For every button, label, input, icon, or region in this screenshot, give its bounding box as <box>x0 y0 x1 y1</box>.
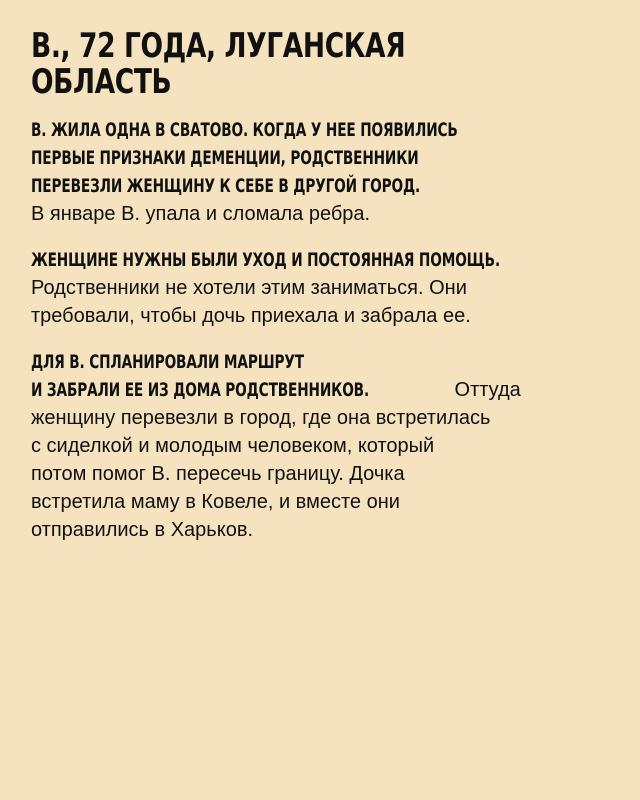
paragraph-3-lead-line-1 <box>31 348 610 376</box>
paragraph-1-lead-line-1 <box>31 116 610 144</box>
paragraph-3-body-line-1: женщину перевезли в город, где она встретилась <box>31 407 491 429</box>
lead-text: В. ЖИЛА ОДНА В СВАТОВО. КОГДА У НЕЕ ПОЯВИЛИСЬ <box>31 119 458 141</box>
lead-text: ПЕРЕВЕЗЛИ ЖЕНЩИНУ К СЕБЕ В ДРУГОЙ ГОРОД. <box>31 175 421 197</box>
paragraph-1 <box>31 116 610 228</box>
paragraph-3 <box>31 348 610 544</box>
lead-text: ЖЕНЩИНЕ НУЖНЫ БЫЛИ УХОД И ПОСТОЯННАЯ ПОМОЩЬ. <box>31 249 501 271</box>
lead-text: ПЕРВЫЕ ПРИЗНАКИ ДЕМЕНЦИИ, РОДСТВЕННИКИ <box>31 147 419 169</box>
title-line-1: В., 72 ГОДА, ЛУГАНСКАЯ <box>31 26 406 66</box>
paragraph-3-body-line-3: потом помог В. пересечь границу. Дочка <box>31 463 405 485</box>
paragraph-3-body-line-5: отправились в Харьков. <box>31 519 254 541</box>
paragraph-2-lead-line-1 <box>31 246 610 274</box>
paragraph-1-lead-line-2 <box>31 144 610 172</box>
paragraph-2-body-line-1: Родственники не хотели этим заниматься. Они <box>31 277 467 299</box>
lead-text: И ЗАБРАЛИ ЕЕ ИЗ ДОМА РОДСТВЕННИКОВ. <box>31 379 370 401</box>
inline-continuation: Оттуда <box>449 379 521 401</box>
paragraph-2-body-line-2: требовали, чтобы дочь приехала и забрала ее. <box>31 305 471 327</box>
page-title <box>31 28 608 100</box>
paragraph-3-body-line-2: с сиделкой и молодым человеком, который <box>31 435 435 457</box>
paragraph-3-body-line-4: встретила маму в Ковеле, и вместе они <box>31 491 400 513</box>
title-line-2: ОБЛАСТЬ <box>31 62 172 102</box>
paragraph-3-lead-line-2 <box>31 376 610 404</box>
lead-text: ДЛЯ В. СПЛАНИРОВАЛИ МАРШРУТ <box>31 351 304 373</box>
paragraph-2 <box>31 246 610 330</box>
paragraph-1-lead-line-3 <box>31 172 610 200</box>
paragraph-1-body-line-1: В январе В. упала и сломала ребра. <box>31 203 371 225</box>
